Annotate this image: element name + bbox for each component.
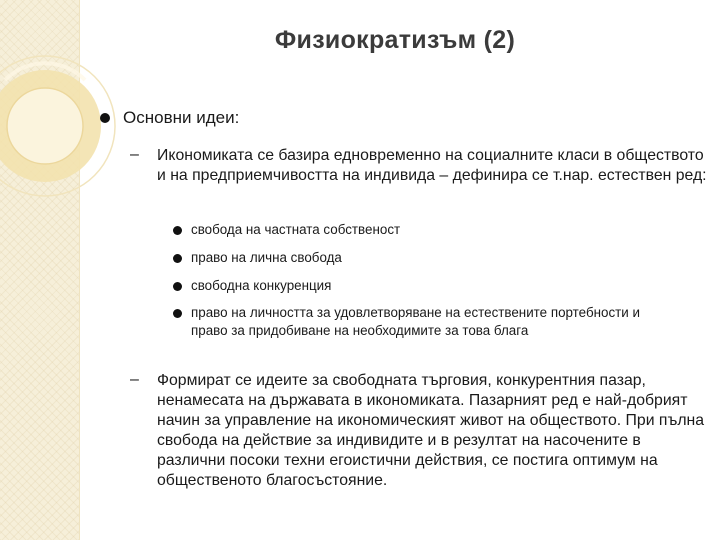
item-bullet-icon	[173, 254, 182, 263]
sub-point-text: Формират се идеите за свободната търговия, конкурентния пазар, ненамесата на държавата в икономиката. Пазарният ред е най-добрият начин за управление на икономическият живот на обществото. При пълна свобода на действие за индивидите и в резултат на насочените в различни посоки техни егоистични действия, се постига оптимум на общественото благосъстояние.	[157, 372, 705, 489]
sub-point-text: Икономиката се базира едновременно на социалните класи в обществото и на предприемчивостта на индивида – дефинира се т.нар. естествен ред:	[157, 147, 707, 184]
main-bullet-icon	[100, 113, 110, 123]
slide-title: Физиократизъм (2)	[274, 26, 516, 54]
dash-bullet-icon: –	[130, 146, 139, 163]
item-bullet-icon	[173, 282, 182, 291]
list-item: свободна конкуренция	[191, 278, 332, 293]
item-bullet-icon	[173, 226, 182, 235]
item-bullet-icon	[173, 309, 182, 318]
list-item: свобода на частната собственост	[191, 222, 401, 237]
list-item: право на личността за удовлетворяване на естествените портебности и право за придобиване на необходимите за това блага	[191, 305, 640, 338]
list-item: право на лична свобода	[191, 250, 342, 265]
dash-bullet-icon: –	[130, 371, 139, 388]
main-point: Основни идеи:	[123, 108, 240, 127]
